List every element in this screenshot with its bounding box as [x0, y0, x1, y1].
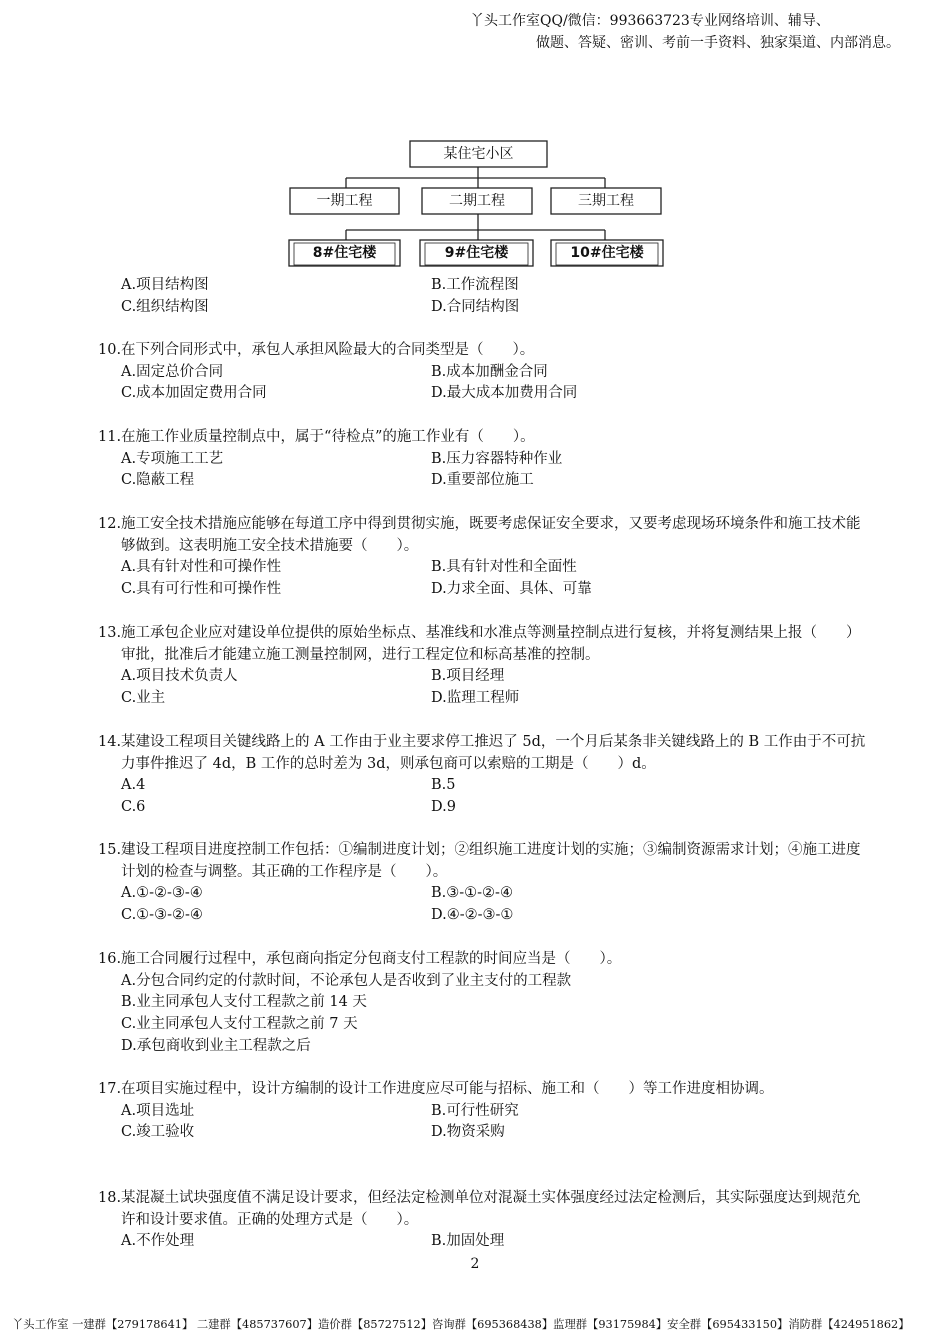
q9-options-block: [98, 275, 868, 318]
question-stem: 13.施工承包企业应对建设单位提供的原始坐标点、基准线和水准点等测量控制点进行复核，并将复测结果上报（ ）审批，批准后才能建立施工测量控制网，进行工程定位和标高基准的控制。: [98, 625, 861, 663]
option-a: A.项目选址: [121, 1102, 195, 1119]
option-c: C.①-③-②-④: [121, 907, 203, 924]
diagram-bldg8-label: 8#住宅楼: [312, 245, 377, 261]
q9-option-a: A.项目结构图: [121, 277, 209, 293]
diagram-root-label: 某住宅小区: [443, 146, 514, 162]
option-a: A.固定总价合同: [121, 363, 224, 380]
question-18: [98, 1188, 868, 1253]
project-structure-diagram: [0, 0, 950, 280]
option-c: C.竣工验收: [121, 1124, 195, 1141]
question-17: [98, 1079, 868, 1144]
question-stem: 12.施工安全技术措施应能够在每道工序中得到贯彻实施，既要考虑保证安全要求，又要考虑现场环境条件和施工技术能够做到。这表明施工安全技术措施要（ ）。: [98, 516, 861, 554]
question-14: [98, 732, 868, 819]
page-footer: 丫头工作室 一建群【279178641】 二建群【485737607】造价群【85727512】咨询群【695368438】监理群【93175984】安全群【695433150】消防群【424951862】: [12, 1318, 910, 1331]
question-stem: 15.建设工程项目进度控制工作包括：①编制进度计划；②组织施工进度计划的实施；③编制资源需求计划；④施工进度计划的检查与调整。其正确的工作程序是（ ）。: [98, 842, 861, 880]
question-15: [98, 840, 868, 927]
option-b: B.加固处理: [431, 1233, 505, 1250]
option-b: B.5: [431, 777, 456, 794]
option-a: A.具有针对性和可操作性: [121, 559, 282, 576]
question-stem: 11.在施工作业质量控制点中，属于“待检点”的施工作业有（ ）。: [98, 429, 535, 445]
option-b: B.压力容器特种作业: [431, 450, 563, 467]
question-10: [98, 340, 868, 405]
option-a: A.不作处理: [121, 1233, 195, 1250]
question-stem: 18.某混凝土试块强度值不满足设计要求，但经法定检测单位对混凝土实体强度经过法定检测后，其实际强度达到规范允许和设计要求值。正确的处理方式是（ ）。: [98, 1190, 861, 1228]
option-b: B.业主同承包人支付工程款之前 14 天: [121, 994, 367, 1011]
diagram-phase3-label: 三期工程: [578, 193, 634, 209]
option-d: D.重要部位施工: [431, 472, 534, 489]
option-a: A.①-②-③-④: [121, 885, 203, 902]
option-c: C.隐蔽工程: [121, 472, 195, 489]
option-d: D.④-②-③-①: [431, 907, 514, 924]
q9-option-b: B.工作流程图: [431, 277, 519, 293]
question-12: [98, 514, 868, 601]
diagram-bldg9-label: 9#住宅楼: [444, 245, 509, 261]
option-a: A.专项施工工艺: [121, 450, 224, 467]
option-b: B.项目经理: [431, 668, 505, 685]
option-d: D.监理工程师: [431, 690, 520, 707]
diagram-phase1-label: 一期工程: [316, 193, 373, 209]
q9-option-c: C.组织结构图: [121, 298, 209, 315]
question-stem: 10.在下列合同形式中，承包人承担风险最大的合同类型是（ ）。: [98, 342, 535, 358]
diagram-bldg10-label: 10#住宅楼: [570, 245, 644, 261]
option-b: B.可行性研究: [431, 1102, 519, 1119]
option-d: D.物资采购: [431, 1124, 505, 1141]
header-line-1: 丫头工作室QQ/微信：993663723专业网络培训、辅导、: [470, 13, 830, 29]
option-c: C.成本加固定费用合同: [121, 385, 267, 402]
option-b: B.③-①-②-④: [431, 885, 513, 902]
option-d: D.承包商收到业主工程款之后: [121, 1037, 311, 1054]
header-line-2: 做题、答疑、密训、考前一手资料、独家渠道、内部消息。: [536, 35, 900, 51]
diagram-phase2-label: 二期工程: [449, 193, 505, 209]
option-c: C.具有可行性和可操作性: [121, 581, 282, 598]
option-a: A.分包合同约定的付款时间，不论承包人是否收到了业主支付的工程款: [121, 972, 572, 989]
page-number: 2: [470, 1256, 480, 1272]
question-13: [98, 623, 868, 710]
option-d: D.9: [431, 799, 456, 816]
option-c: C.业主同承包人支付工程款之前 7 天: [121, 1016, 358, 1033]
option-a: A.4: [121, 777, 146, 794]
option-a: A.项目技术负责人: [121, 668, 238, 685]
question-16: [98, 949, 868, 1058]
option-d: D.力求全面、具体、可靠: [431, 581, 592, 598]
question-11: [98, 427, 868, 492]
option-c: C.业主: [121, 690, 166, 707]
question-stem: 14.某建设工程项目关键线路上的 A 工作由于业主要求停工推迟了 5d，一个月后某条非关键线路上的 B 工作由于不可抗力事件推迟了 4d，B 工作的总时差为 3d，则承包商可以索赔的工期是（ ）d。: [98, 734, 866, 772]
question-stem: 17.在项目实施过程中，设计方编制的设计工作进度应尽可能与招标、施工和（ ）等工作进度相协调。: [98, 1081, 774, 1097]
q9-option-d: D.合同结构图: [431, 298, 520, 315]
option-b: B.具有针对性和全面性: [431, 559, 577, 576]
option-d: D.最大成本加费用合同: [431, 385, 578, 402]
option-b: B.成本加酬金合同: [431, 363, 548, 380]
question-stem: 16.施工合同履行过程中，承包商向指定分包商支付工程款的时间应当是（ ）。: [98, 951, 622, 967]
option-c: C.6: [121, 799, 146, 816]
